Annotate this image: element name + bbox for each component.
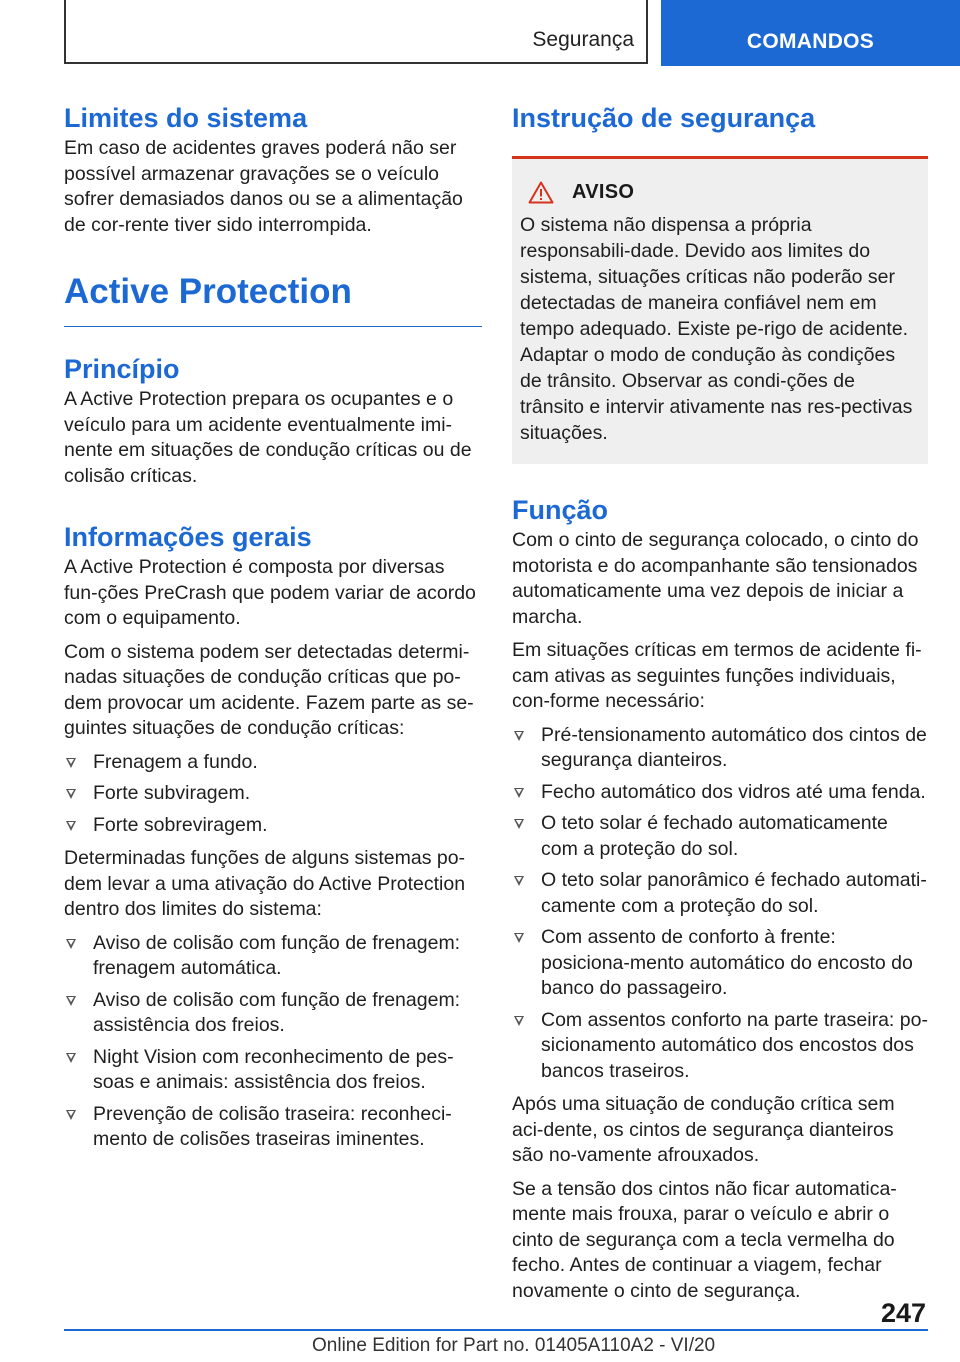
triangle-bullet-icon — [66, 1053, 76, 1063]
triangle-bullet-icon — [66, 758, 76, 768]
triangle-bullet-icon — [514, 819, 524, 829]
list-item: Com assentos conforto na parte traseira: po-sicionamento automático dos encostos dos bancos traseiros. — [512, 1008, 928, 1085]
list-item: Aviso de colisão com função de frenagem: assistência dos freios. — [64, 988, 482, 1039]
list-item: Pré-tensionamento automático dos cintos de segurança dianteiros. — [512, 723, 928, 774]
header-chapter-tab: COMANDOS — [661, 0, 960, 66]
individual-functions-list — [512, 723, 928, 1085]
warning-header — [528, 181, 920, 204]
triangle-bullet-icon — [66, 1110, 76, 1120]
general-paragraph-3: Determinadas funções de alguns sistemas po-dem levar a uma ativação do Active Protection dentro dos limites do sistema: — [64, 847, 466, 920]
list-item: Fecho automático dos vidros até uma fenda. — [512, 780, 928, 806]
function-paragraph-2: Em situações críticas em termos de acidente fi-cam ativas as seguintes funções individuais, con-forme necessário: — [512, 639, 922, 712]
footer-divider — [64, 1329, 928, 1331]
warning-triangle-icon — [528, 181, 554, 204]
list-item: Forte subviragem. — [64, 781, 482, 807]
system-functions-list — [64, 931, 482, 1153]
warning-text: O sistema não dispensa a própria responsabili-dade. Devido aos limites do sistema, situações críticas não poderão ser detectadas de maneira confiável nem em tempo adequado. Existe pe-rigo de acidente. Adaptar o modo de condução às condições de trânsito. Observar as condi-ções de trânsito e intervir ativamente nas res-pectivas situações. — [520, 214, 913, 444]
header-section-label: Segurança — [532, 28, 634, 51]
principle-heading: Princípio — [64, 354, 180, 384]
function-paragraph-4: Se a tensão dos cintos não ficar automatica-mente mais frouxa, parar o veículo e abrir o cinto de segurança com a tecla vermelha do fecho. Antes de continuar a viagem, fechar novamente o cinto de segurança. — [512, 1177, 897, 1302]
warning-box — [512, 156, 928, 464]
triangle-bullet-icon — [66, 789, 76, 799]
main-heading: Active Protection — [64, 270, 482, 327]
principle-paragraph: A Active Protection prepara os ocupantes e o veículo para um acidente eventualmente imi-nente em situações de condução críticas ou de colisão críticas. — [64, 388, 472, 487]
list-item: O teto solar é fechado automaticamente com a proteção do sol. — [512, 811, 928, 862]
page-header — [0, 0, 960, 66]
function-paragraph-3: Após uma situação de condução crítica sem aci-dente, os cintos de segurança dianteiros são no-vamente afrouxados. — [512, 1093, 895, 1166]
list-item: Forte sobreviragem. — [64, 813, 482, 839]
triangle-bullet-icon — [514, 876, 524, 886]
left-column — [64, 100, 482, 1161]
list-item: Com assento de conforto à frente: posiciona-mento automático do encosto do banco do passageiro. — [512, 925, 928, 1002]
list-item: O teto solar panorâmico é fechado automati-camente com a proteção do sol. — [512, 868, 928, 919]
limits-heading: Limites do sistema — [64, 103, 308, 133]
function-paragraph-1: Com o cinto de segurança colocado, o cinto do motorista e do acompanhante são tensionados automaticamente uma vez depois de iniciar a marcha. — [512, 529, 919, 628]
function-heading: Função — [512, 495, 609, 525]
triangle-bullet-icon — [66, 939, 76, 949]
footer-edition: Online Edition for Part no. 01405A110A2 - VI/20 — [312, 1335, 716, 1356]
page-number: 247 — [880, 1298, 926, 1328]
safety-heading: Instrução de segurança — [512, 103, 816, 133]
list-item: Aviso de colisão com função de frenagem: frenagem automática. — [64, 931, 482, 982]
triangle-bullet-icon — [514, 933, 524, 943]
general-paragraph-1: A Active Protection é composta por diversas fun-ções PreCrash que podem variar de acordo com o equipamento. — [64, 556, 476, 629]
triangle-bullet-icon — [514, 788, 524, 798]
right-column — [512, 100, 928, 1312]
critical-situations-list — [64, 750, 482, 839]
list-item: Frenagem a fundo. — [64, 750, 482, 776]
general-paragraph-2: Com o sistema podem ser detectadas determi-nadas situações de condução críticas que po-dem provocar um acidente. Fazem parte as se-guintes situações de condução críticas: — [64, 640, 474, 739]
triangle-bullet-icon — [66, 821, 76, 831]
limits-paragraph: Em caso de acidentes graves poderá não ser possível armazenar gravações se o veículo sofrer demasiados danos ou se a alimentação de cor-rente tiver sido interrompida. — [64, 137, 463, 236]
general-info-heading: Informações gerais — [64, 522, 312, 552]
triangle-bullet-icon — [66, 996, 76, 1006]
triangle-bullet-icon — [514, 1016, 524, 1026]
warning-label: AVISO — [572, 181, 635, 203]
list-item: Night Vision com reconhecimento de pes-soas e animais: assistência dos freios. — [64, 1045, 482, 1096]
triangle-bullet-icon — [514, 731, 524, 741]
list-item: Prevenção de colisão traseira: reconheci-mento de colisões traseiras iminentes. — [64, 1102, 482, 1153]
